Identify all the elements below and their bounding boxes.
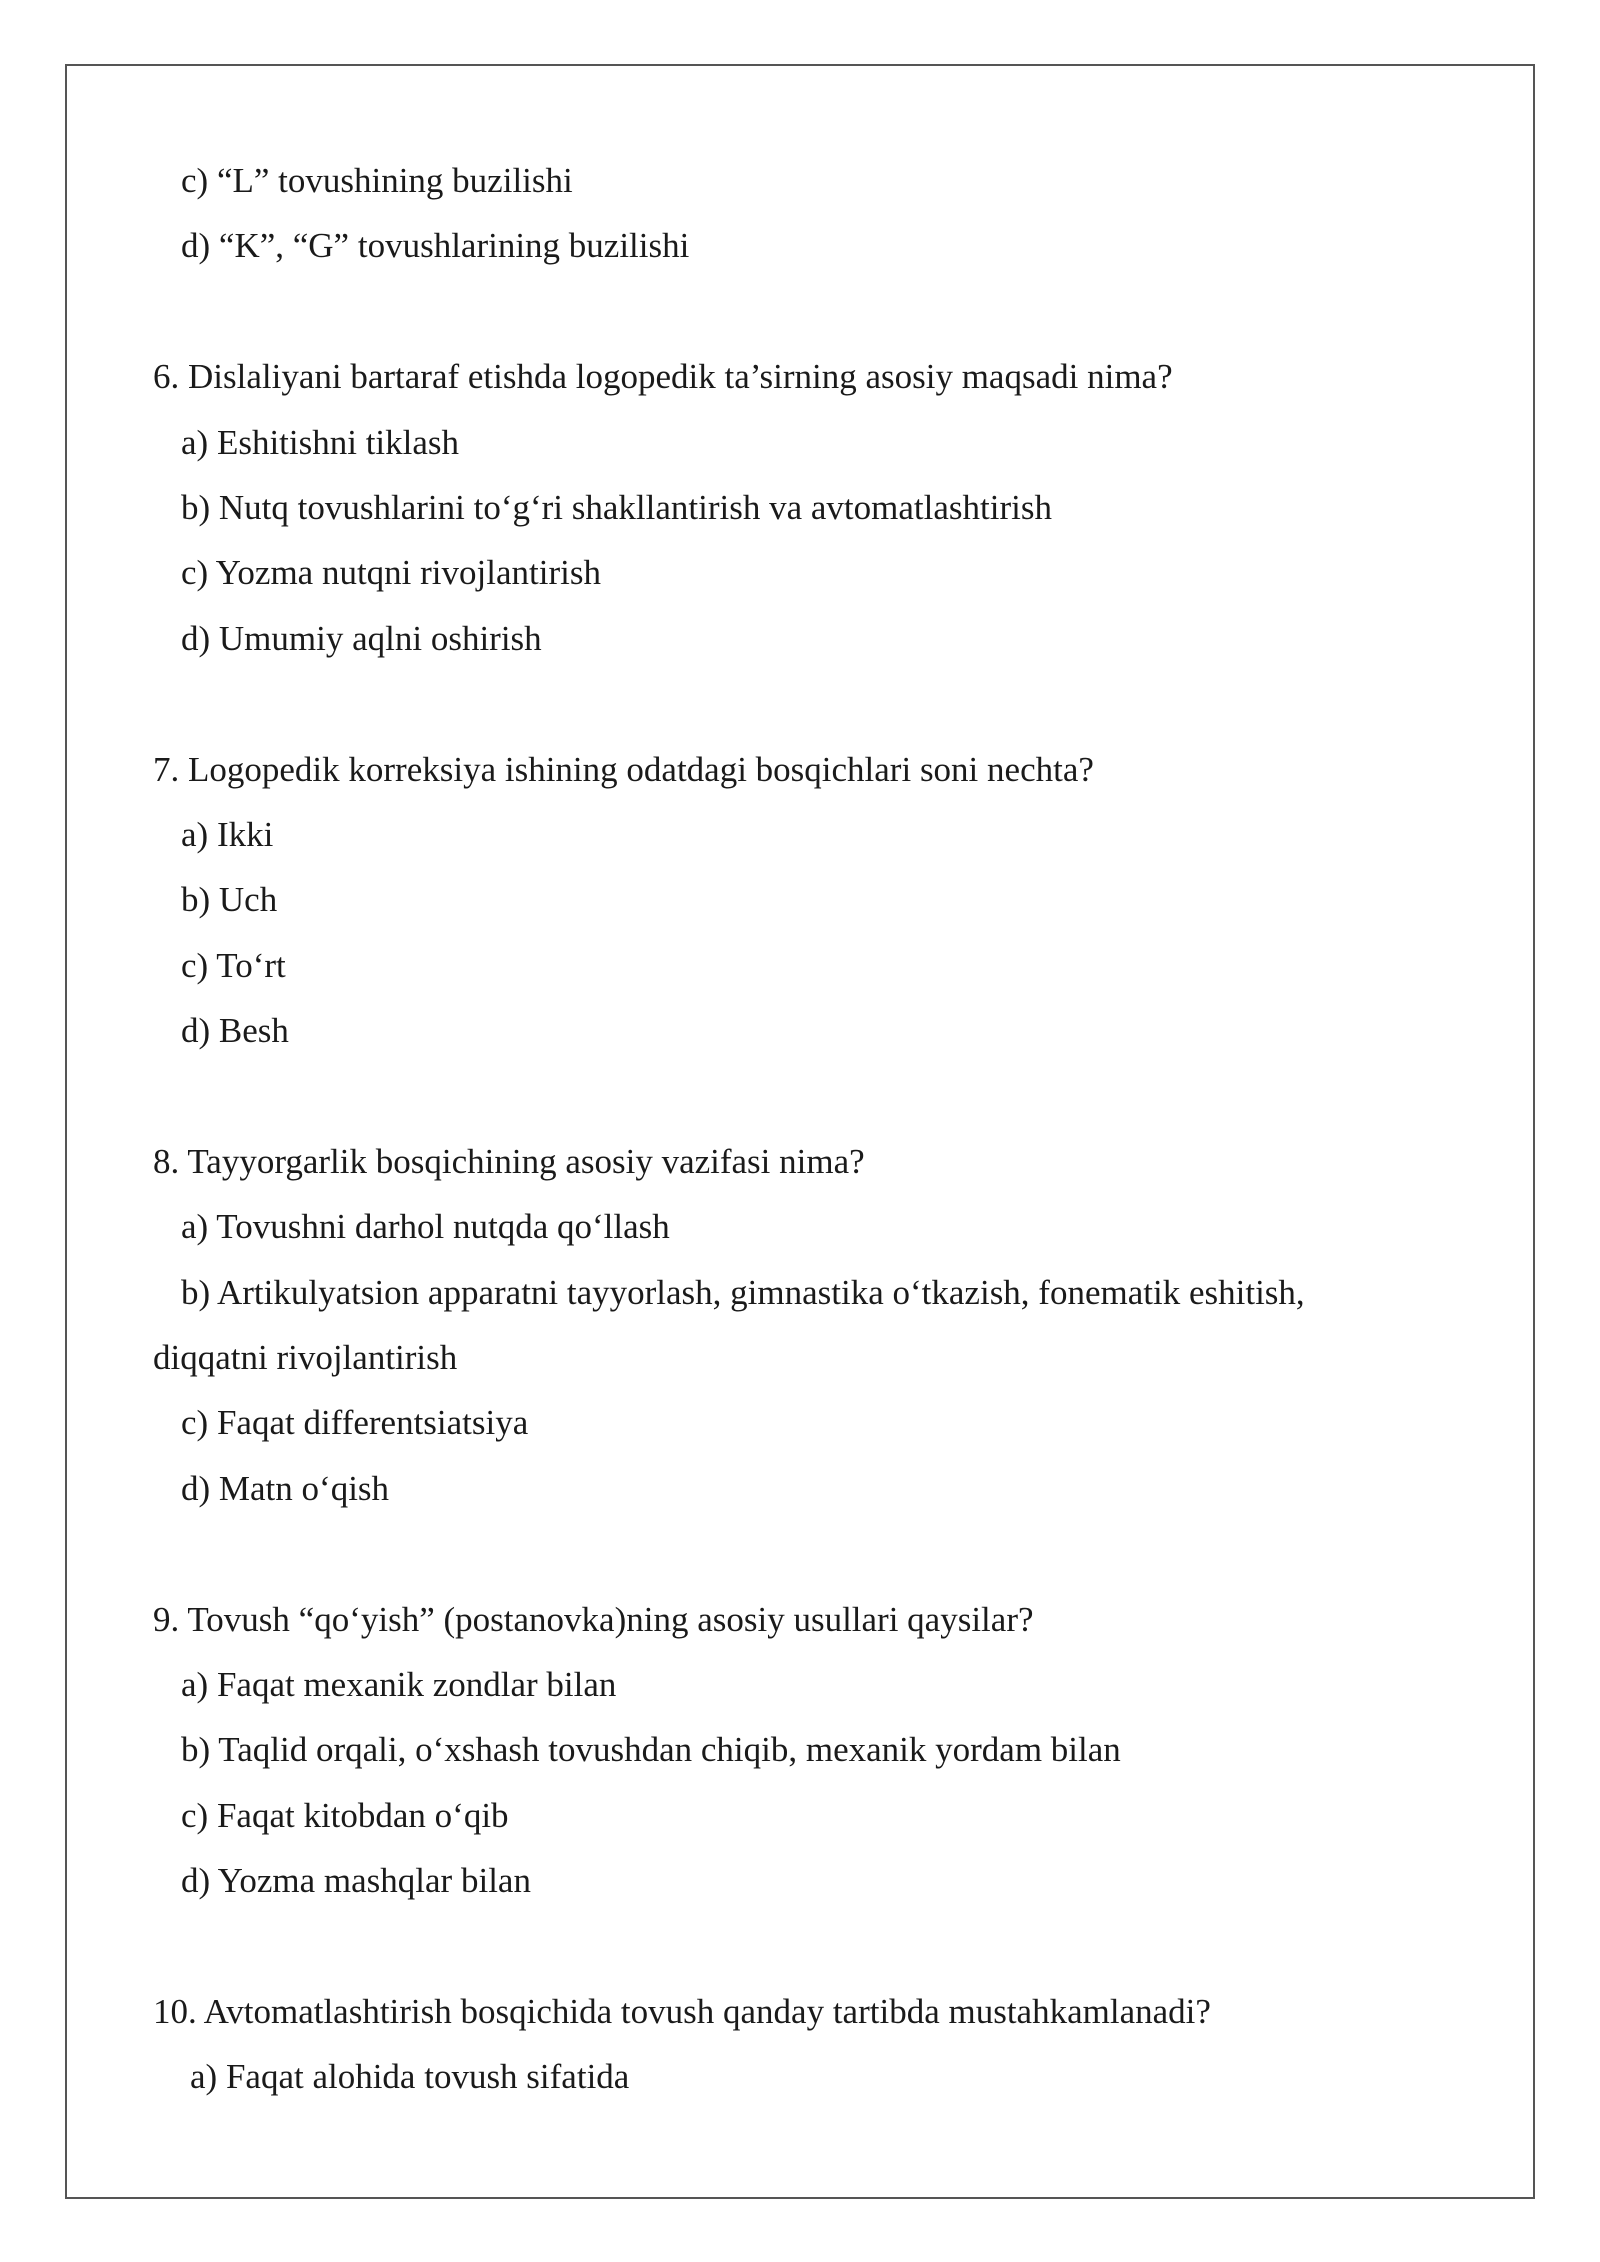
question-7-option-d: d) Besh — [181, 1011, 289, 1051]
question-7-option-a: a) Ikki — [181, 814, 274, 854]
question-6: 6. Dislaliyani bartaraf etishda logopedik ta’sirning asosiy maqsadi nima? — [153, 357, 1173, 397]
question-8-option-a: a) Tovushni darhol nutqda qo‘llash — [181, 1207, 670, 1247]
option-c-previous: c) “L” tovushining buzilishi — [181, 161, 573, 200]
document-content — [153, 148, 1413, 2110]
question-8-option-b: b) Artikulyatsion apparatni tayyorlash, gimnastika o‘tkazish, fonematik eshitish, — [181, 1272, 1305, 1312]
question-9-option-a: a) Faqat mexanik zondlar bilan — [181, 1664, 617, 1704]
question-8-option-c: c) Faqat differentsiatsiya — [181, 1403, 529, 1443]
question-6-option-a: a) Eshitishni tiklash — [181, 422, 460, 462]
question-7-option-b: b) Uch — [181, 880, 278, 920]
question-9-option-b: b) Taqlid orqali, o‘xshash tovushdan chiqib, mexanik yordam bilan — [181, 1730, 1121, 1770]
question-7-option-c: c) To‘rt — [181, 945, 286, 985]
question-8-option-d: d) Matn o‘qish — [181, 1468, 390, 1508]
question-6-option-b: b) Nutq tovushlarini to‘g‘ri shakllantirish va avtomatlashtirish — [181, 487, 1052, 527]
question-9-option-c: c) Faqat kitobdan o‘qib — [181, 1795, 509, 1835]
question-6-option-d: d) Umumiy aqlni oshirish — [181, 618, 542, 658]
question-8: 8. Tayyorgarlik bosqichining asosiy vazifasi nima? — [153, 1141, 865, 1181]
question-6-option-c: c) Yozma nutqni rivojlantirish — [181, 553, 601, 593]
question-7: 7. Logopedik korreksiya ishining odatdagi bosqichlari soni nechta? — [153, 749, 1094, 789]
question-9-option-d: d) Yozma mashqlar bilan — [181, 1861, 531, 1901]
question-9: 9. Tovush “qo‘yish” (postanovka)ning asosiy usullari qaysilar? — [153, 1599, 1034, 1639]
option-d-previous: d) “K”, “G” tovushlarining buzilishi — [181, 226, 690, 266]
question-8-option-b-continuation: diqqatni rivojlantirish — [153, 1338, 458, 1378]
question-10: 10. Avtomatlashtirish bosqichida tovush qanday tartibda mustahkamlanadi? — [153, 1991, 1211, 2031]
question-10-option-a: a) Faqat alohida tovush sifatida — [190, 2057, 630, 2097]
